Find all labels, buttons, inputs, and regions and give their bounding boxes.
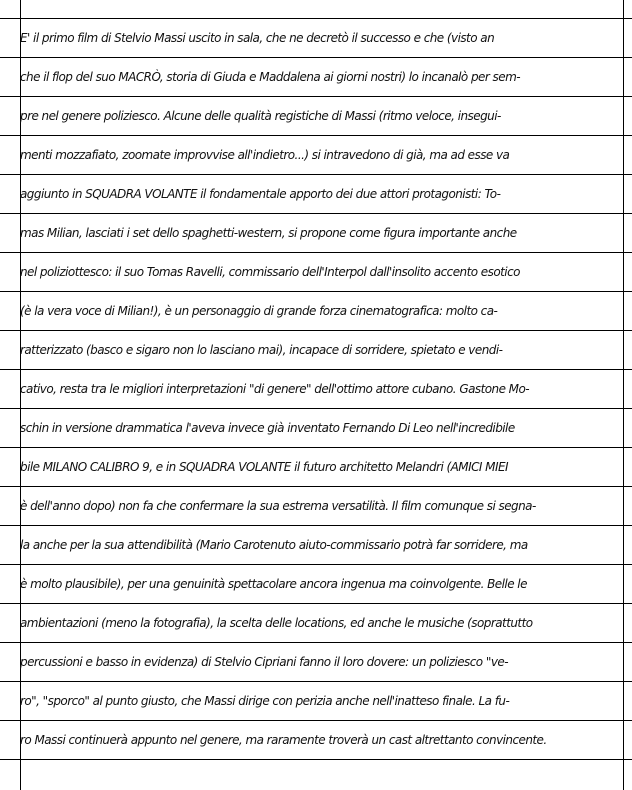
- text-line-6: mas Milian, lasciati i set dello spaghetti-western, si propone come figura importante anche: [20, 226, 517, 240]
- text-line-8: (è la vera voce di Milian!), è un personaggio di grande forza cinematografica: molto ca-: [20, 304, 498, 318]
- text-line-7: nel poliziottesco: il suo Tomas Ravelli, commissario dell'Interpol dall'insolito accento esotico: [20, 265, 520, 279]
- text-line-15: è molto plausibile), per una genuinità spettacolare ancora ingenua ma coinvolgente. Belle le: [20, 577, 527, 591]
- text-line-13: è dell'anno dopo) non fa che confermare la sua estrema versatilità. Il film comunque si segna-: [20, 499, 536, 513]
- text-line-12: bile MILANO CALIBRO 9, e in SQUADRA VOLANTE il futuro architetto Melandri (AMICI MIEI: [20, 460, 508, 474]
- text-line-5: aggiunto in SQUADRA VOLANTE il fondamentale apporto dei due attori protagonisti: To-: [20, 187, 501, 201]
- text-line-11: schin in versione drammatica l'aveva invece già inventato Fernando Di Leo nell'incredibile: [20, 421, 515, 435]
- text-line-2: che il flop del suo MACRÒ, storia di Giuda e Maddalena ai giorni nostri) lo incanalò per sem-: [20, 70, 520, 84]
- text-line-1: E' il primo film di Stelvio Massi uscito in sala, che ne decretò il successo e che (visto an: [20, 31, 495, 45]
- text-line-3: pre nel genere poliziesco. Alcune delle qualità registiche di Massi (ritmo veloce, insegui-: [20, 109, 501, 123]
- text-line-19: ro Massi continuerà appunto nel genere, ma raramente troverà un cast altrettanto convincente.: [20, 733, 547, 747]
- text-line-10: cativo, resta tra le migliori interpretazioni "di genere" dell'ottimo attore cubano. Gastone Mo-: [20, 382, 530, 396]
- text-line-14: la anche per la sua attendibilità (Mario Carotenuto aiuto-commissario potrà far sorridere, ma: [20, 538, 528, 552]
- text-line-16: ambientazioni (meno la fotografia), la scelta delle locations, ed anche le musiche (soprattutto: [20, 616, 533, 630]
- text-line-17: percussioni e basso in evidenza) di Stelvio Cipriani fanno il loro dovere: un poliziesco "ve-: [20, 655, 508, 669]
- text-line-9: ratterizzato (basco e sigaro non lo lasciano mai), incapace di sorridere, spietato e vendi-: [20, 343, 503, 357]
- text-line-4: menti mozzafiato, zoomate improvvise all'indietro...) si intravedono di già, ma ad esse va: [20, 148, 510, 162]
- text-line-18: ro", "sporco" al punto giusto, che Massi dirige con perizia anche nell'inatteso finale. La fu-: [20, 694, 510, 708]
